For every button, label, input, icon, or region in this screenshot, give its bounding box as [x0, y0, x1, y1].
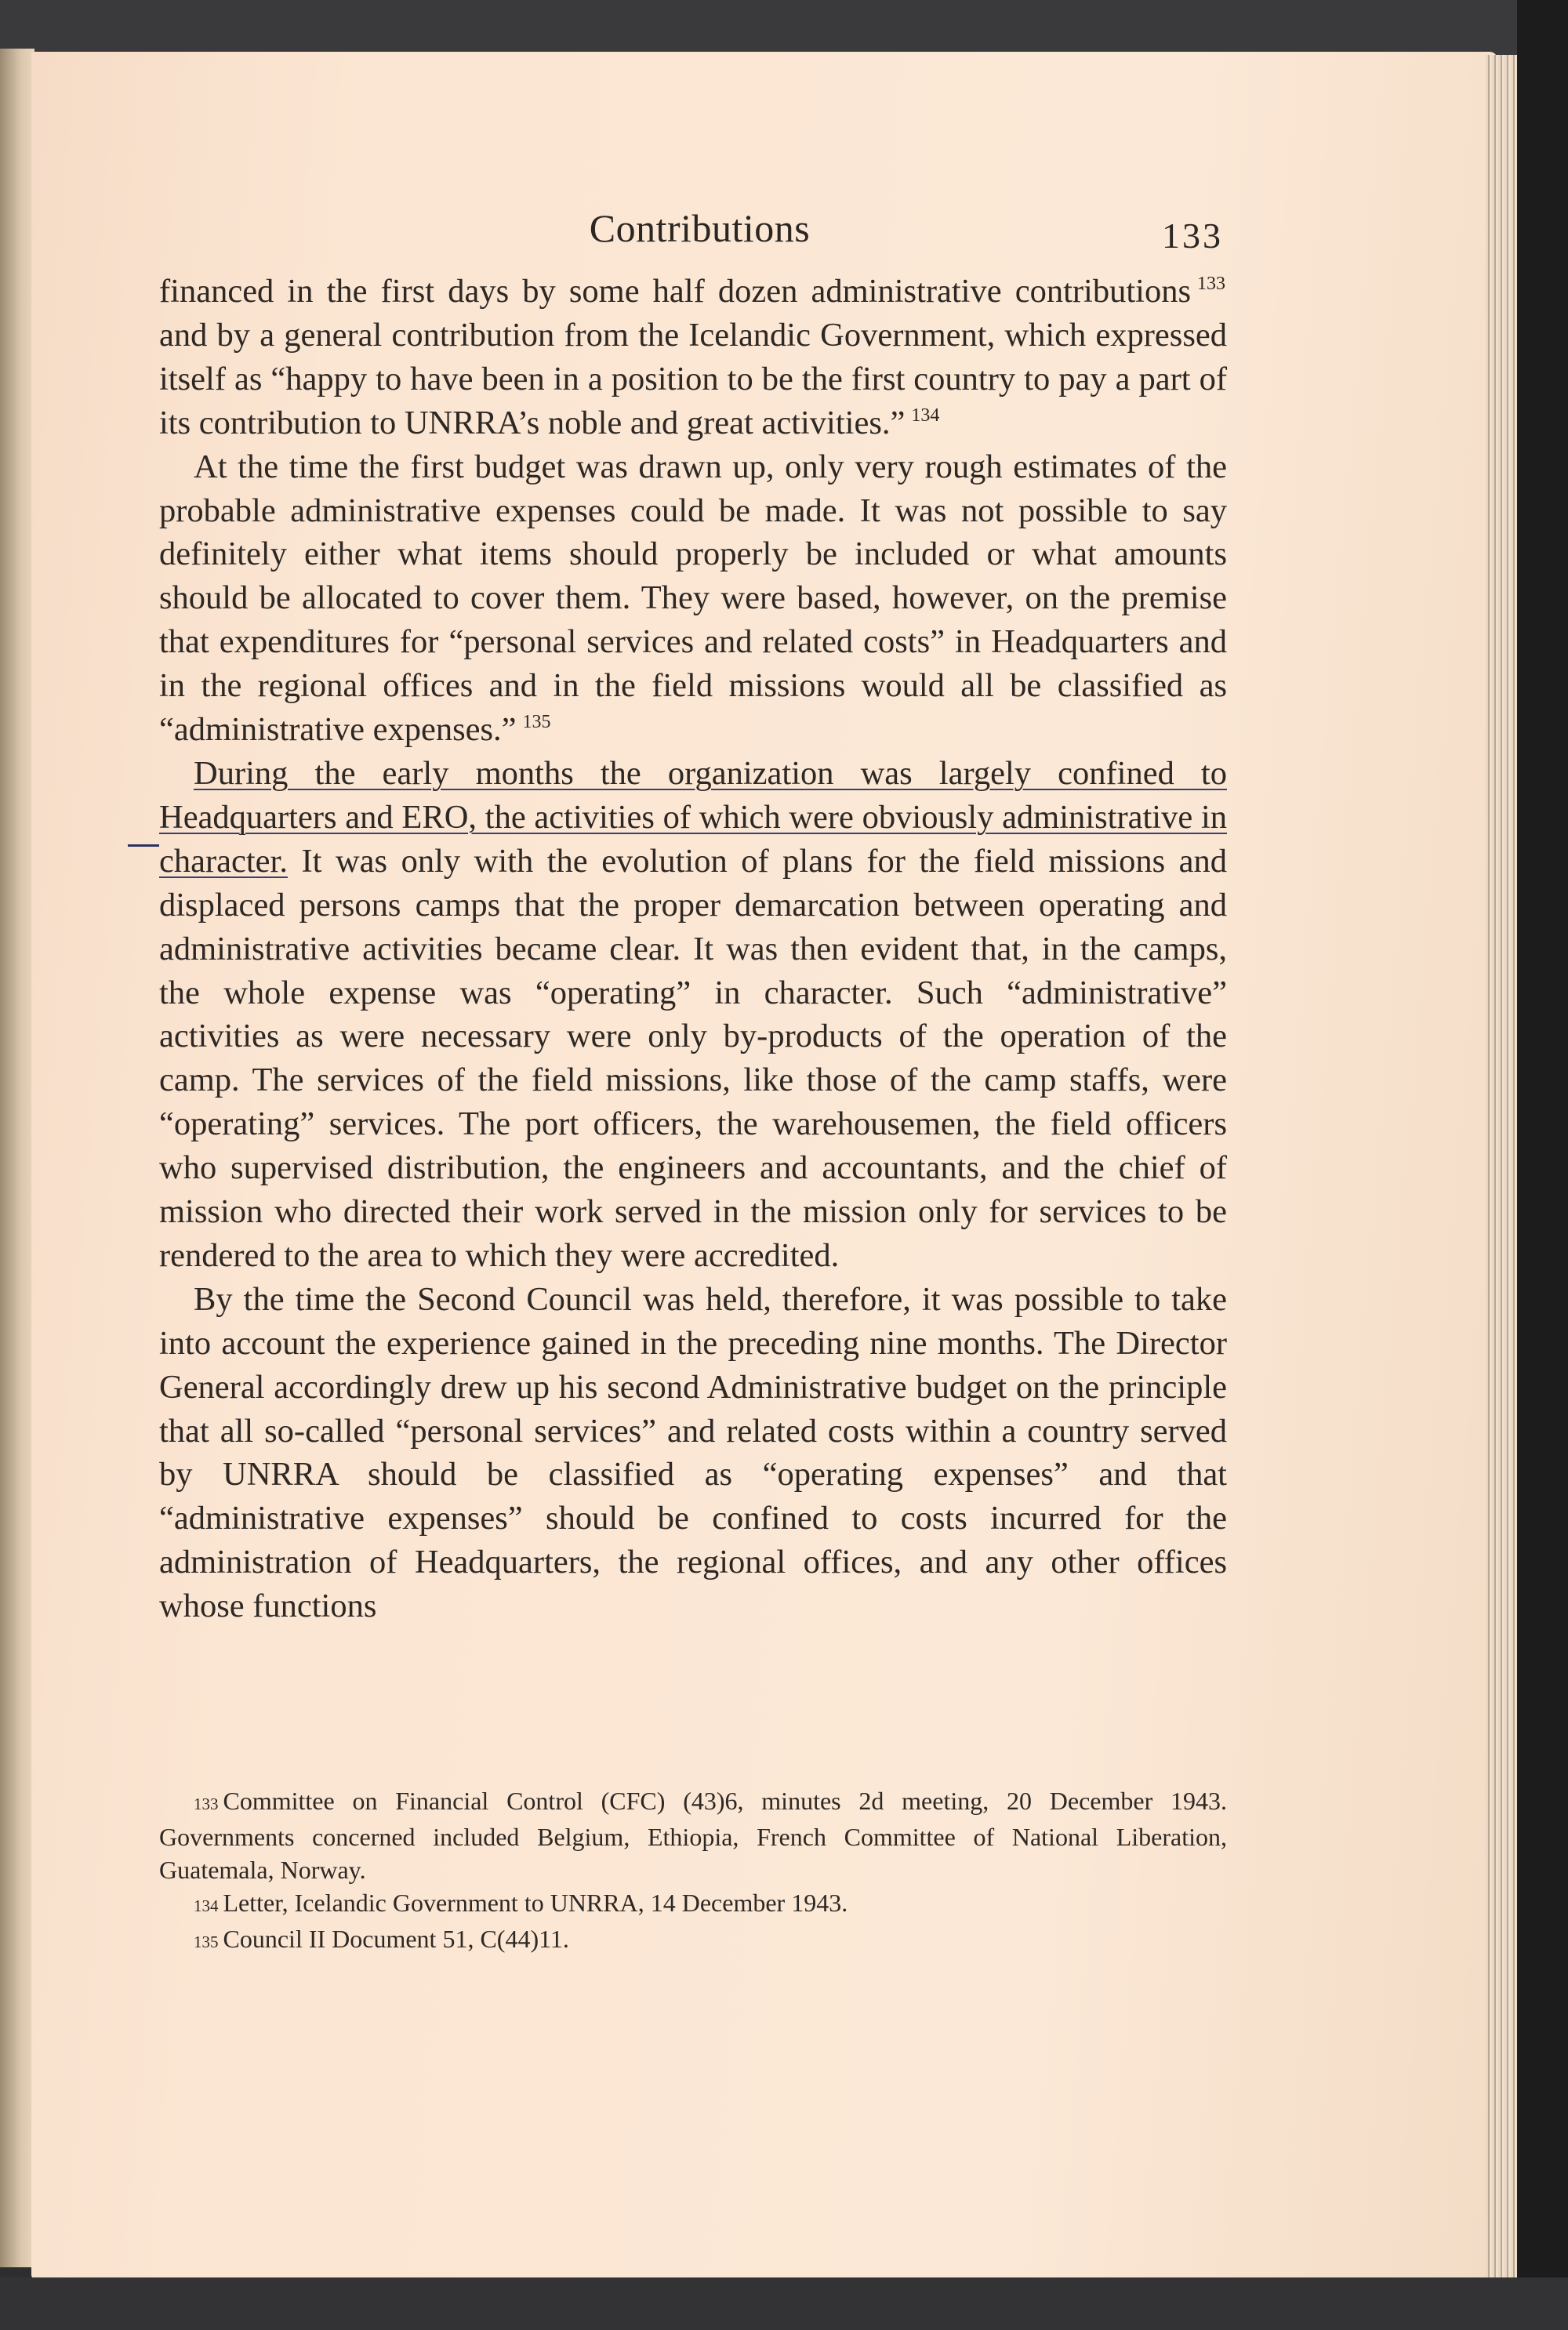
- paragraph-1: [159, 270, 1227, 445]
- paragraph-2-text: At the time the first budget was drawn up, only very rough estimates of the probable administrative expenses could be made. It was not possible to say definitely either what items should properly be included or what amounts should be allocated to cover them. They were based, however, on the premise that expenditures for “personal services and related costs” in Headquarters and in the regional offices and in the field missions would all be classified as “administrative expenses.”: [159, 448, 1227, 749]
- scan-background-right: [1517, 0, 1568, 2330]
- paragraph-1-text-b: and by a general contribution from the Icelandic Government, which expressed itself as “happy to have been in a position to be the first country to pay a part of its contribution to UNRRA’s noble and great activities.”: [159, 316, 1227, 441]
- footnote-133: [159, 1784, 1227, 1886]
- footnote-text: Committee on Financial Control (CFC) (43)6, minutes 2d meeting, 20 December 1943. Governments concerned included Belgium, Ethiopia, French Committee of National Liberation, Guatemala, Norway.: [159, 1787, 1227, 1884]
- footnote-number: 135: [194, 1933, 219, 1951]
- footnote-ref-134: 134: [911, 405, 940, 426]
- handwritten-underlined-passage: During the early months the organization was largely confined to Headquarters and ERO, the activities of which were obviously administrative in character.: [159, 754, 1227, 880]
- footnote-number: 134: [194, 1896, 219, 1915]
- scan-background-top: [0, 0, 1568, 55]
- running-title: Contributions: [589, 206, 811, 250]
- footnote-135: [159, 1922, 1227, 1958]
- footnote-text: Letter, Icelandic Government to UNRRA, 14 December 1943.: [223, 1889, 848, 1917]
- footnote-number: 133: [194, 1795, 219, 1813]
- footnotes: [159, 1784, 1227, 1958]
- paragraph-3-text: It was only with the evolution of plans for the field missions and displaced persons camps that the proper demarcation between operating and administrative activities became clear. It was then evident that, in the camps, the whole expense was “operating” in character. Such “administrative” activities as were necessary were only by-products of the operation of the camp. The services of the field missions, like those of the camp staffs, were “operating” services. The port officers, the warehousemen, the field officers who supervised distribution, the engineers and accountants, and the chief of mission who directed their work served in the mission only for services to be rendered to the area to which they were accredited.: [159, 842, 1228, 1274]
- footnote-text: Council II Document 51, C(44)11.: [223, 1925, 569, 1953]
- page-edges-stack: [1486, 55, 1517, 2281]
- footnote-ref-133: 133: [1197, 274, 1225, 294]
- body-text: [159, 270, 1227, 1628]
- running-header: [161, 205, 1239, 260]
- page-number: 133: [1162, 216, 1223, 256]
- scan-background-bottom: [0, 2277, 1568, 2330]
- pen-underline-mark: [128, 844, 159, 847]
- paragraph-1-text-a: financed in the first days by some half dozen administrative contributions: [159, 273, 1191, 310]
- paragraph-4-text: By the time the Second Council was held, therefore, it was possible to take into account the experience gained in the preceding nine months. The Director General accordingly drew up his second Administrative budget on the principle that all so-called “personal services” and related costs within a country served by UNRRA should be classified as “operating expenses” and that “administrative expenses” should be confined to costs incurred for the administration of Headquarters, the regional offices, and any other offices whose functions: [159, 1280, 1227, 1625]
- paragraph-4: [159, 1278, 1227, 1628]
- paragraph-2: [159, 445, 1227, 752]
- paragraph-3: [159, 752, 1227, 1278]
- footnote-134: [159, 1886, 1227, 1922]
- book-spine-edge: [0, 49, 34, 2267]
- footnote-ref-135: 135: [522, 712, 551, 733]
